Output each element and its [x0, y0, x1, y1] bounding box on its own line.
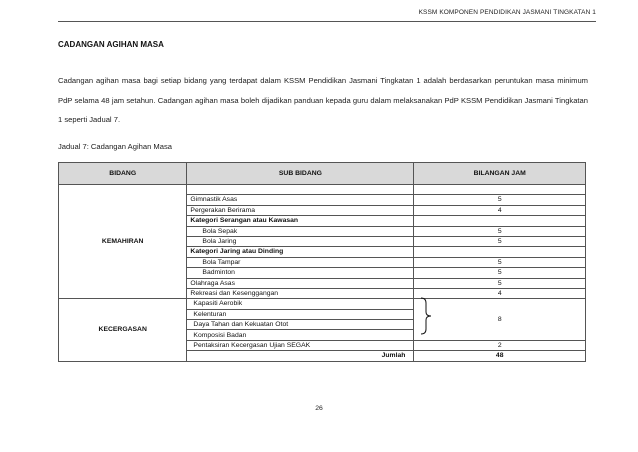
jam-cell: 2	[414, 340, 586, 350]
sub-bidang-cell: Kapasiti Aerobik	[187, 299, 414, 309]
sub-bidang-cell: Bola Jaring	[187, 236, 414, 246]
total-label: Jumlah	[187, 351, 414, 361]
total-value: 48	[414, 351, 586, 361]
header-sub-bidang: SUB BIDANG	[187, 163, 414, 185]
page-number: 26	[315, 405, 323, 412]
sub-bidang-cell: Olahraga Asas	[187, 278, 414, 288]
header-bilangan-jam: BILANGAN JAM	[414, 163, 586, 185]
jam-cell: 5	[414, 268, 586, 278]
jam-cell: 5	[414, 278, 586, 288]
sub-bidang-cell: Badminton	[187, 268, 414, 278]
sub-bidang-cell: Daya Tahan dan Kekuatan Otot	[187, 320, 414, 330]
table-caption: Jadual 7: Cadangan Agihan Masa	[58, 142, 172, 151]
sub-bidang-cell: Pergerakan Berirama	[187, 205, 414, 215]
bidang-kecergasan: KECERGASAN	[59, 299, 187, 361]
sub-bidang-cell: Rekreasi dan Kesenggangan	[187, 288, 414, 298]
jam-cell: 5	[414, 236, 586, 246]
table-row	[59, 299, 586, 309]
jam-cell-grouped	[414, 299, 586, 341]
running-header: KSSM KOMPONEN PENDIDIKAN JASMANI TINGKATAN 1	[418, 9, 596, 16]
table-row	[59, 185, 586, 195]
curly-brace-icon	[419, 297, 433, 335]
bidang-kemahiran: KEMAHIRAN	[59, 185, 187, 299]
jam-cell	[414, 216, 586, 226]
sub-bidang-cell: Pentaksiran Kecergasan Ujian SEGAK	[187, 340, 414, 350]
sub-bidang-category: Kategori Serangan atau Kawasan	[187, 216, 414, 226]
header-bidang: BIDANG	[59, 163, 187, 185]
jam-cell: 4	[414, 205, 586, 215]
jam-cell	[414, 185, 586, 195]
grouped-jam-value: 8	[497, 315, 502, 323]
sub-bidang-cell: Gimnastik Asas	[187, 195, 414, 205]
allocation-table	[58, 162, 586, 362]
sub-bidang-category: Kategori Jaring atau Dinding	[187, 247, 414, 257]
sub-bidang-cell: Kelenturan	[187, 309, 414, 319]
body-paragraph: Cadangan agihan masa bagi setiap bidang yang terdapat dalam KSSM Pendidikan Jasmani Tingkatan 1 adalah berdasarkan peruntukan masa minimum PdP selama 48 jam setahun. Cadangan agihan masa boleh dijadikan panduan kepada guru dalam melaksanakan PdP KSSM Pendidikan Jasmani Tingkatan 1 seperti Jadual 7.	[58, 76, 588, 124]
jam-cell: 5	[414, 195, 586, 205]
jam-cell: 5	[414, 257, 586, 267]
jam-cell	[414, 247, 586, 257]
section-title: CADANGAN AGIHAN MASA	[58, 40, 164, 49]
sub-bidang-cell: Bola Tampar	[187, 257, 414, 267]
sub-bidang-cell	[187, 185, 414, 195]
header-divider	[58, 21, 596, 22]
sub-bidang-cell: Bola Sepak	[187, 226, 414, 236]
jam-cell: 4	[414, 288, 586, 298]
sub-bidang-cell: Komposisi Badan	[187, 330, 414, 340]
jam-cell: 5	[414, 226, 586, 236]
table-header-row	[59, 163, 586, 185]
grouped-jam-wrap	[417, 315, 582, 324]
